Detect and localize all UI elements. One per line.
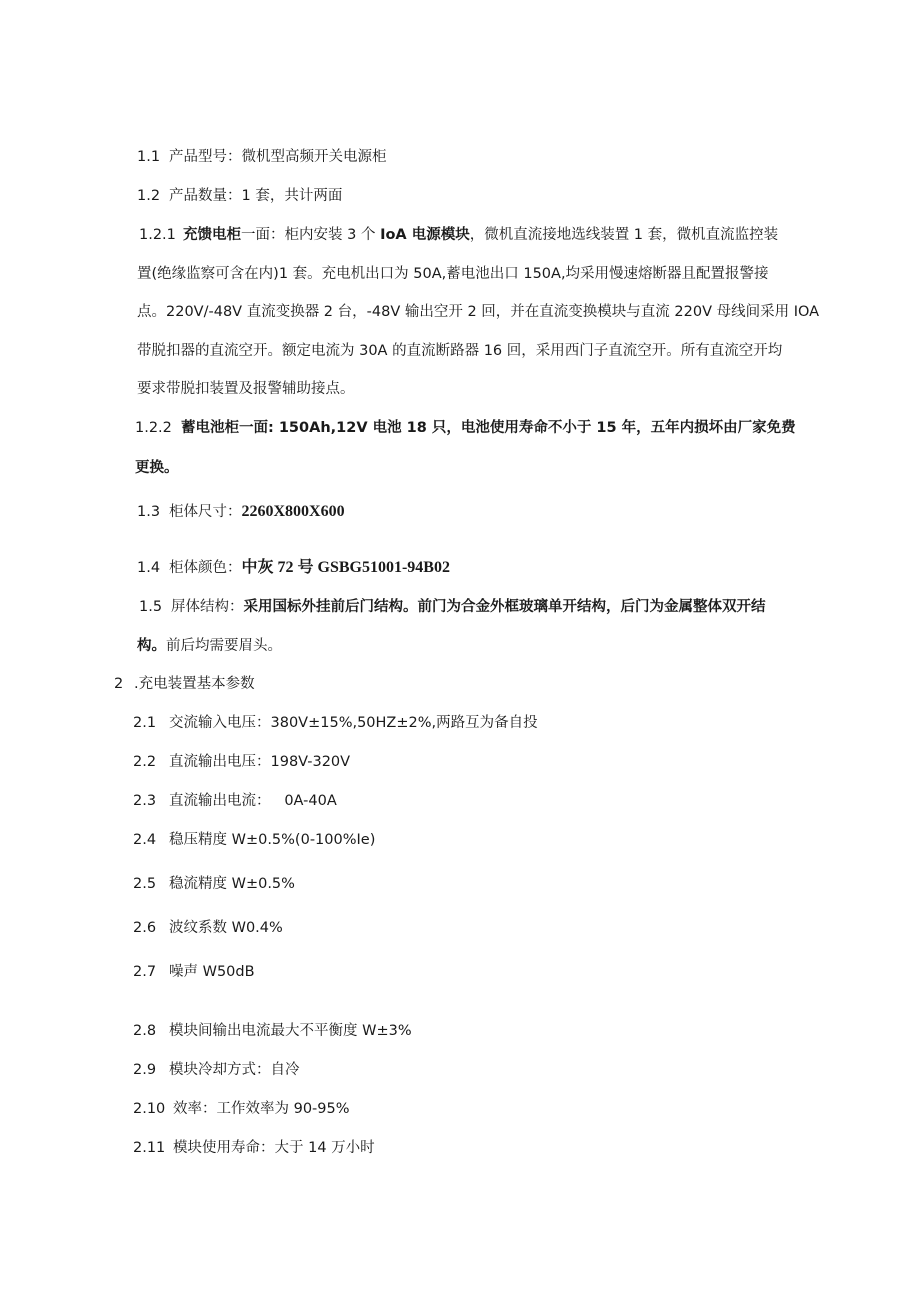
item-text: 效率：工作效率为 90-95% bbox=[173, 1101, 350, 1117]
item-1-4 bbox=[137, 558, 450, 578]
item-1-2-1-line-5: 要求带脱扣装置及报警辅助接点。 bbox=[137, 381, 355, 397]
item-2-9 bbox=[133, 1060, 300, 1080]
item-text-bold: 采用国标外挂前后门结构。前门为合金外框玻璃单开结构，后门为金属整体双开结 bbox=[243, 599, 766, 615]
item-number: 2.5 bbox=[133, 876, 157, 892]
item-label: 充馈电柜 bbox=[183, 227, 241, 243]
item-1-2-1-line-4: 带脱扣器的直流空开。额定电流为 30A 的直流断路器 16 回，采用西门子直流空开。所有直流空开均 bbox=[137, 343, 783, 359]
item-2-3 bbox=[133, 791, 337, 811]
item-text: ，微机直流接地选线装置 1 套，微机直流监控装 bbox=[469, 227, 779, 243]
item-text: 噪声 W50dB bbox=[169, 964, 255, 980]
item-number: 2.3 bbox=[133, 793, 157, 809]
item-1-2-1-line-1 bbox=[139, 225, 778, 245]
item-number: 1.5 bbox=[139, 599, 163, 615]
item-text: 稳压精度 W±0.5%(0-100%Ie) bbox=[169, 832, 376, 848]
item-number: 1.2 bbox=[137, 188, 161, 204]
item-2-2 bbox=[133, 752, 350, 772]
item-text: 产品数量：1 套，共计两面 bbox=[169, 188, 343, 204]
item-number: 1.3 bbox=[137, 504, 161, 520]
item-number: 2.1 bbox=[133, 715, 157, 731]
item-number: 2.6 bbox=[133, 920, 157, 936]
section-number: 2 bbox=[114, 676, 124, 692]
item-2-10 bbox=[133, 1099, 350, 1119]
item-1-1 bbox=[137, 147, 387, 167]
item-text: 一面：柜内安装 3 个 bbox=[241, 227, 381, 243]
item-number: 2.9 bbox=[133, 1062, 157, 1078]
item-text: 产品型号：微机型高频开关电源柜 bbox=[169, 149, 387, 165]
item-1-2-1-line-2: 置(绝缘监察可含在内)1 套。充电机出口为 50A,蓄电池出口 150A,均采用慢速熔断器且配置报警接 bbox=[137, 266, 769, 282]
item-2-4 bbox=[133, 830, 375, 850]
item-text-bold: 构。 bbox=[137, 638, 166, 654]
item-2-7 bbox=[133, 962, 255, 982]
item-number: 2.4 bbox=[133, 832, 157, 848]
item-text: 直流输出电压：198V-320V bbox=[169, 754, 351, 770]
item-label: 柜体颜色： bbox=[169, 560, 242, 576]
item-text: 前后均需要眉头。 bbox=[166, 638, 282, 654]
item-value: 中灰 72 号 GSBG51001-94B02 bbox=[241, 559, 450, 576]
item-1-3 bbox=[137, 502, 345, 522]
item-1-2-2-line-2: 更换。 bbox=[135, 460, 179, 476]
item-label: 柜体尺寸： bbox=[169, 504, 242, 520]
item-number: 1.2.2 bbox=[135, 420, 172, 436]
item-number: 2.10 bbox=[133, 1101, 166, 1117]
item-text: 交流输入电压：380V±15%,50HZ±2%,两路互为备自投 bbox=[169, 715, 538, 731]
item-1-5-line-2 bbox=[137, 636, 282, 656]
item-1-2-2-line-1 bbox=[135, 418, 796, 438]
item-number: 1.2.1 bbox=[139, 227, 176, 243]
item-text-bold: IoA 电源模块 bbox=[380, 227, 470, 243]
item-text: 蓄电池柜一面: 150Ah,12V 电池 18 只，电池使用寿命不小于 15 年，五年内损坏由厂家免费 bbox=[181, 420, 796, 436]
item-number: 2.8 bbox=[133, 1023, 157, 1039]
section-title: .充电装置基本参数 bbox=[134, 676, 255, 692]
item-1-5-line-1 bbox=[139, 597, 766, 617]
item-value: 2260X800X600 bbox=[241, 503, 345, 520]
item-text: 模块冷却方式：自冷 bbox=[169, 1062, 300, 1078]
item-number: 1.4 bbox=[137, 560, 161, 576]
item-1-2 bbox=[137, 186, 342, 206]
item-text: 波纹系数 W0.4% bbox=[169, 920, 283, 936]
item-text: 稳流精度 W±0.5% bbox=[169, 876, 295, 892]
item-2-11 bbox=[133, 1138, 375, 1158]
item-text: 模块间输出电流最大不平衡度 W±3% bbox=[169, 1023, 412, 1039]
section-2-heading bbox=[114, 674, 255, 694]
item-2-1 bbox=[133, 713, 538, 733]
item-number: 1.1 bbox=[137, 149, 161, 165]
item-number: 2.2 bbox=[133, 754, 157, 770]
item-number: 2.7 bbox=[133, 964, 157, 980]
item-text: 模块使用寿命：大于 14 万小时 bbox=[173, 1140, 375, 1156]
item-number: 2.11 bbox=[133, 1140, 166, 1156]
item-2-5 bbox=[133, 874, 295, 894]
item-label: 屏体结构： bbox=[171, 599, 244, 615]
item-2-6 bbox=[133, 918, 283, 938]
item-1-2-1-line-3: 点。220V/-48V 直流变换器 2 台，-48V 输出空开 2 回，并在直流变换模块与直流 220V 母线间采用 IOA bbox=[137, 304, 820, 320]
item-2-8 bbox=[133, 1021, 412, 1041]
item-text: 直流输出电流： 0A-40A bbox=[169, 793, 337, 809]
